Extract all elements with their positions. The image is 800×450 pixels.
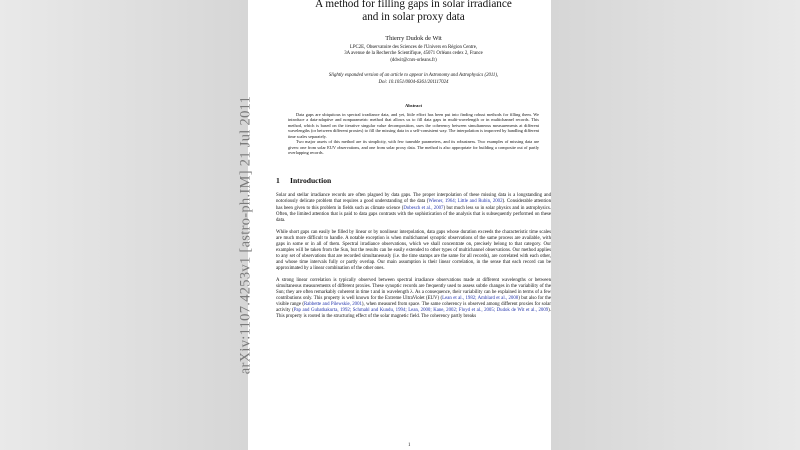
paragraph-1 bbox=[276, 193, 551, 223]
citation-link[interactable]: Lean et al., 1982; Amblard et al., 2008 bbox=[442, 296, 519, 302]
affiliation bbox=[276, 45, 551, 64]
page-number: 1 bbox=[408, 443, 411, 448]
paragraph-3-text-a: A strong linear correlation is typically observed between spectral irradiance observations made at different wavelengths or between simultaneous measurements of different proxies. These synoptic records are frequently used to assess subtle changes in the variability of the Sun; they are often remarkably coherent in time t and in wavelength λ. As a consequence, their variability can be explained in terms of a few contributions only. This property is well known for the Extreme UltraViolet (EUV) ( bbox=[276, 278, 551, 302]
abstract-heading: Abstract bbox=[404, 102, 423, 108]
title-line-2: and in solar proxy data bbox=[362, 11, 465, 23]
arxiv-stamp: arXiv:1107.4253v1 [astro-ph.IM] 21 Jul 2011 bbox=[237, 95, 254, 375]
citation-link[interactable]: Pap and Gubathakurta, 1992; Schmahl and Kundu, 1994; Lean, 2000; Kane, 2002; Floyd et al., 2005; Dudok de Wit et al., 2009 bbox=[293, 308, 549, 314]
paragraph-3 bbox=[276, 278, 551, 320]
abstract-paragraph-2: Two major assets of this method are its simplicity, with few tuneable parameters, and its robustness. Two examples of missing data are given: one from solar EUV observations, and one from solar proxy data. The method is also appropriate for building a composite out of partly overlapping records. bbox=[288, 139, 539, 155]
citation-link[interactable]: Dobesch et al., 2007 bbox=[403, 205, 444, 211]
note-line-2: Doi: 10.1051/0004-6361/201117024 bbox=[378, 79, 449, 85]
title-line-1: A method for filling gaps in solar irradiance bbox=[315, 0, 512, 10]
author-email: (ddwit@cnrs-orleans.fr) bbox=[390, 57, 437, 63]
section-title: Introduction bbox=[290, 176, 332, 186]
abstract-paragraph-1: Data gaps are ubiquitous in spectral irradiance data, and yet, little effort has been put into finding robust methods for filling them. We introduce a data-adaptive and nonparametric method that allows us to fill data gaps in multi-wavelength or in multichannel records. This method, which is based on the iterative singular value decomposition, uses the coherency between simultaneous measurements at different wavelengths (or between different proxies) to fill the missing data in a self-consistent way. The interpolation is improved by handling different time scales separately. bbox=[288, 111, 539, 139]
section-heading bbox=[276, 176, 551, 185]
paragraph-1-text-a: Solar and stellar irradiance records are often plagued by data gaps. The proper interpolation of these missing data is a longstanding and notoriously delicate problem that requires a good understanding of the data ( bbox=[276, 193, 551, 205]
publication-note bbox=[276, 73, 551, 86]
paper-title bbox=[276, 0, 551, 24]
note-line-1: Slightly expanded version of an article to appear in Astronomy and Astrophysics (2011), bbox=[328, 73, 499, 79]
section-number: 1 bbox=[276, 176, 280, 186]
abstract bbox=[288, 112, 539, 156]
paragraph-3-text-b: ) but also for the visible range ( bbox=[276, 296, 551, 308]
citation-link[interactable]: Wiener, 1964; Little and Rubin, 2002 bbox=[428, 199, 503, 205]
affiliation-line-2: 3A avenue de la Recherche Scientifique, 45071 Orléans cedex 2, France bbox=[344, 51, 483, 57]
body-text bbox=[276, 193, 551, 320]
paragraph-3-text-d: ). This property is rooted in the structuring effect of the solar magnetic field. The coherency partly breaks bbox=[276, 308, 551, 320]
paragraph-3-text-c: ), when measured from space. The same coherency is observed among different proxies for solar activity ( bbox=[276, 302, 551, 314]
paragraph-1-text-c: ) but much less so in solar physics and in astrophysics. Often, the limited attention that is paid to data gaps contrasts with the sophistication of the analysis that is subsequently performed on these data. bbox=[276, 205, 551, 223]
citation-link[interactable]: Rabbette and Pilewskie, 2001 bbox=[303, 302, 362, 308]
page-content bbox=[276, 0, 551, 326]
affiliation-line-1: LPC2E, Observatoire des Sciences de l'Univers en Région Centre, bbox=[349, 45, 478, 50]
pdf-page bbox=[248, 0, 551, 450]
viewer-background-right bbox=[551, 0, 800, 450]
viewer-background-left bbox=[0, 0, 248, 450]
author: Thierry Dudok de Wit bbox=[385, 35, 442, 42]
paragraph-2: While short gaps can easily be filled by linear or by nonlinear interpolation, data gaps whose duration exceeds the characteristic time scales are much more difficult to handle. A notable exception is when multichannel synoptic observations of the same process are available, with gaps in some or in all of them. Spectral irradiance observations, which we shall concentrate on, precisely belong to that category. Our examples will be taken from the Sun, but the results can be easily extended to other types of multichannel observations. Our method applies to any set of observations that are recorded simultaneously (i.e. the time stamps are the same for all records), are correlated with each other, and whose time intervals fully or partly overlap. Our main assumption is their linear correlation, in the sense that each record can be approximated by a linear combination of the other ones. bbox=[276, 229, 551, 271]
paragraph-1-text-b: ). Considerable attention has been given to this problem in fields such as climate science ( bbox=[276, 199, 551, 211]
